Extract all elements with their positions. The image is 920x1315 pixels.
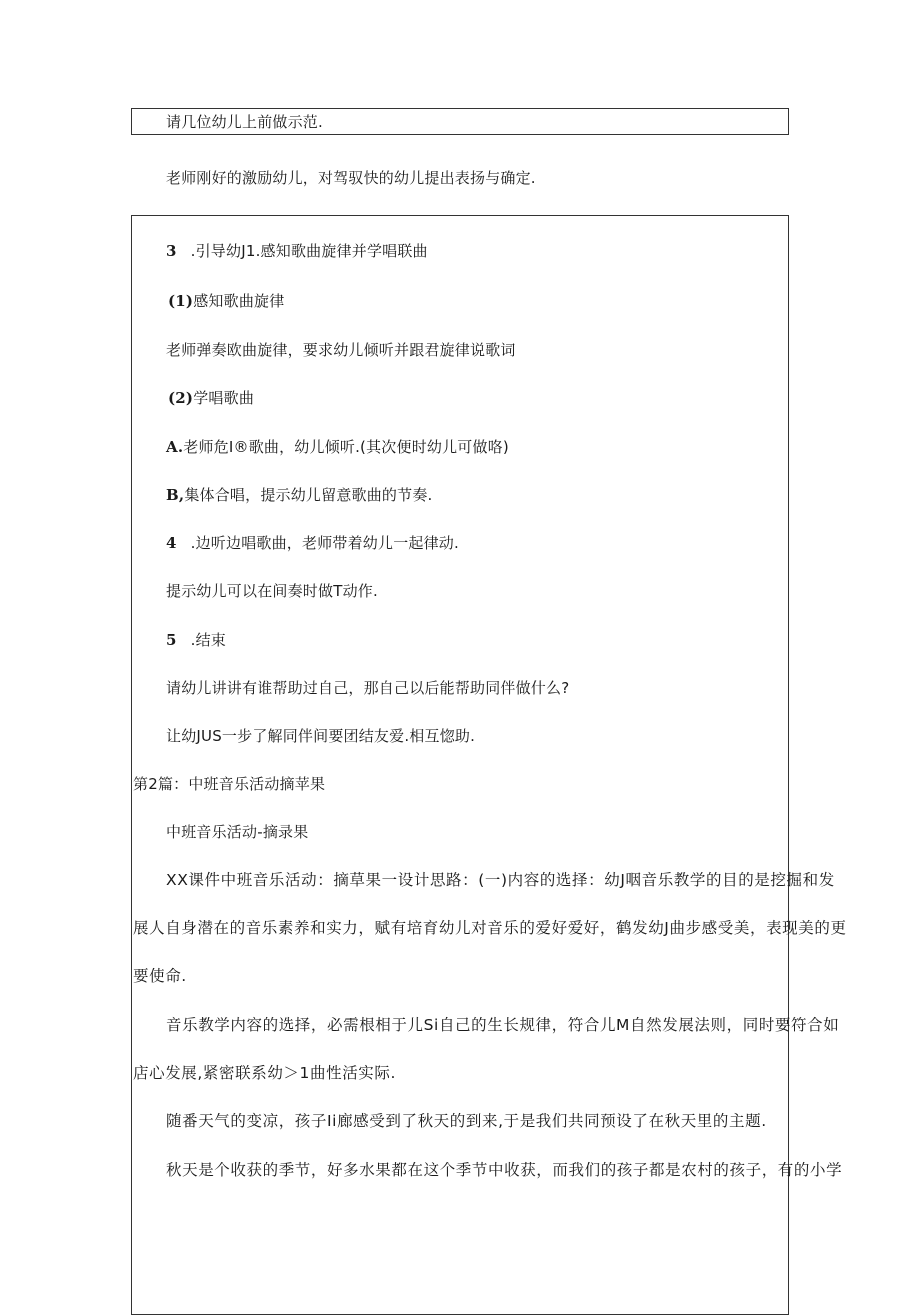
section-title: 第2篇：中班音乐活动摘苹果 (133, 775, 326, 793)
step-3-line: 3 .引导幼J1.感知歌曲旋律并学唱联曲 (166, 242, 428, 260)
para3-line: 随番天气的变凉，孩子Ii廊感受到了秋天的到来,于是我们共同预设了在秋天里的主题. (166, 1112, 767, 1130)
item-a-line: A.老师危I®歌曲，幼儿倾听.(其次便时幼儿可做咯) (166, 438, 509, 456)
item-b-line: B,集体合唱，提示幼儿留意歌曲的节奏. (166, 486, 433, 504)
para4-line: 秋天是个收获的季节，好多水果都在这个季节中收获，而我们的孩子都是农村的孩子，有的小学 (166, 1161, 843, 1179)
para1-line1: XX课件中班音乐活动：摘草果一设计思路：(一)内容的选择：幼J咽音乐教学的目的是挖掘和发 (166, 871, 835, 889)
section-subtitle: 中班音乐活动-摘录果 (166, 823, 309, 841)
unity-line: 让幼JUS一步了解同伴间要团结友爱.相互惚助. (166, 727, 476, 745)
discussion-line: 请幼儿讲讲有谁帮助过自己，那自己以后能帮助同伴做什么? (166, 679, 570, 697)
step-4-line: 4 .边听边唱歌曲，老师带着幼儿一起律动. (166, 534, 459, 552)
para1-line2: 展人自身潜在的音乐素养和实力，赋有培育幼儿对音乐的爱好爱好，鹤发幼J曲步感受美，表现美的更 (133, 919, 847, 937)
main-table-cell (131, 215, 789, 1315)
sub-1-line: (1)感知歌曲旋律 (168, 292, 285, 310)
interlude-hint-line: 提示幼儿可以在间奏时做T动作. (166, 582, 378, 600)
para1-line3: 要使命. (133, 967, 187, 985)
teacher-play-line: 老师弹奏欧曲旋律，要求幼儿倾听并跟君旋律说歌词 (166, 341, 516, 359)
para2-line1: 音乐教学内容的选择，必需根相于儿Si自己的生长规律，符合儿M自然发展法则，同时要符合如 (166, 1016, 840, 1034)
praise-line: 老师刚好的激励幼儿，对驾驭快的幼儿提出表扬与确定. (166, 169, 536, 187)
step-5-line: 5 .结束 (166, 631, 227, 649)
para2-line2: 店心发展,紧密联系幼＞1曲性活实际. (133, 1064, 397, 1082)
sub-2-line: (2)学唱歌曲 (168, 389, 255, 407)
box-top-line: 请几位幼儿上前做示范. (166, 113, 323, 131)
